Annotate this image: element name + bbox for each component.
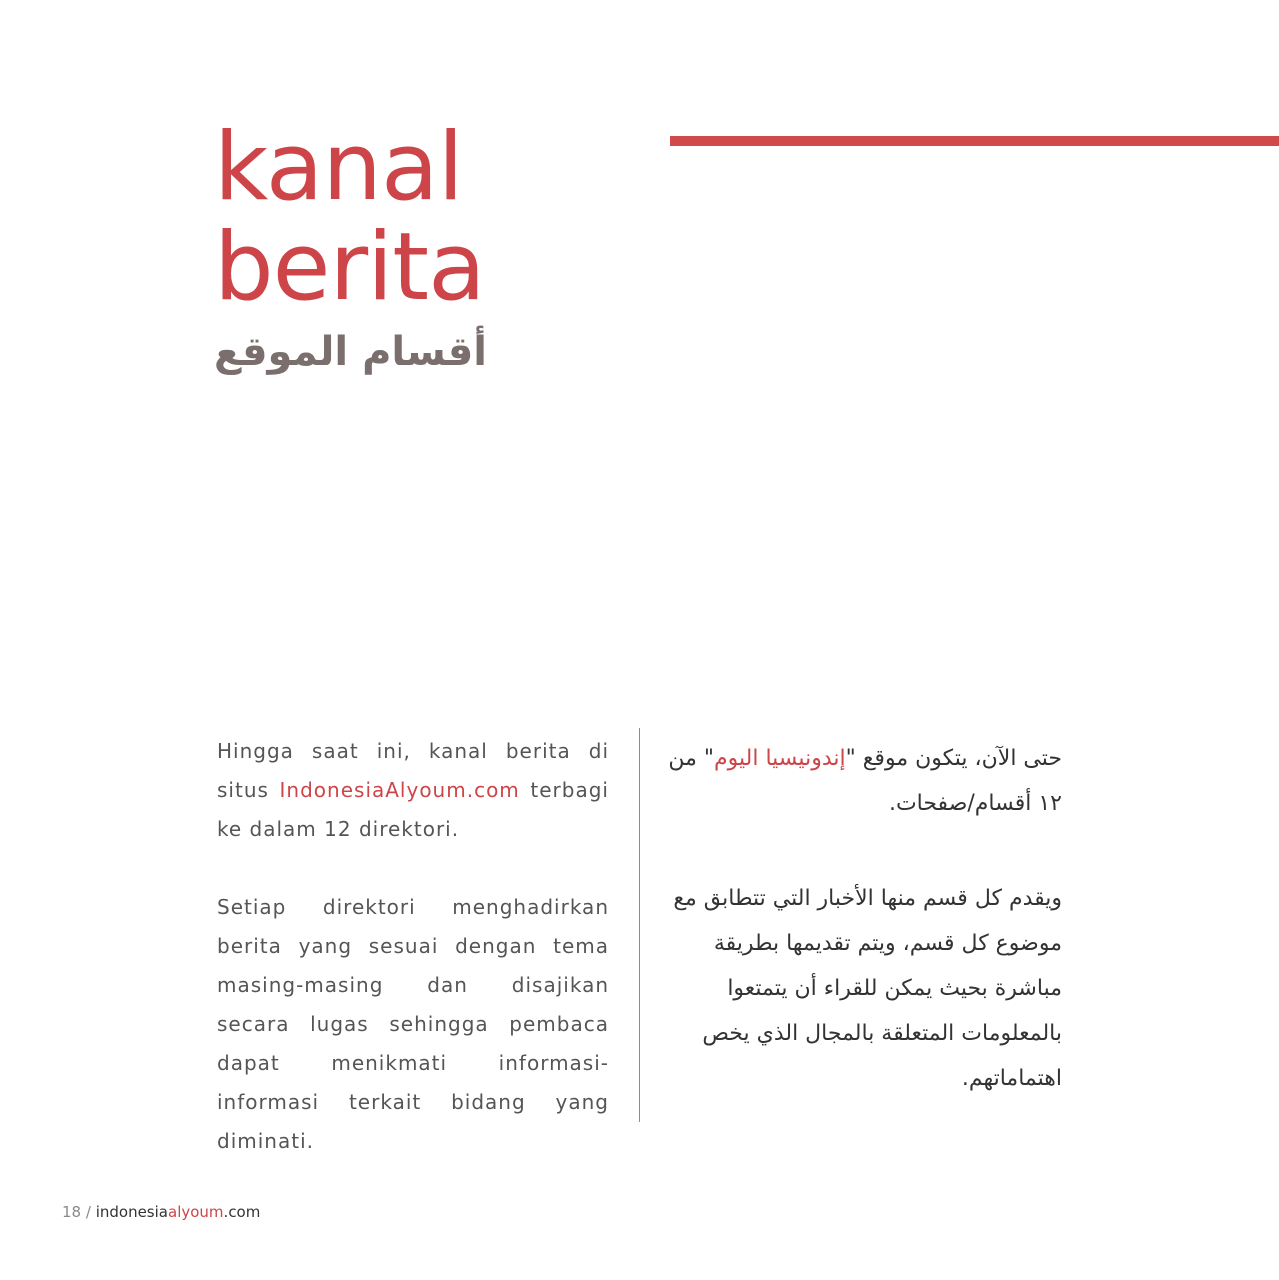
site-name-highlight: IndonesiaAlyoum.com bbox=[279, 778, 520, 802]
brand-part-3: .com bbox=[223, 1203, 261, 1221]
title-line-2: berita bbox=[214, 213, 485, 322]
footer-brand bbox=[96, 1203, 261, 1221]
brand-part-2: alyoum bbox=[168, 1203, 224, 1221]
arabic-paragraph-1 bbox=[668, 736, 1062, 826]
top-accent-rule bbox=[670, 136, 1279, 146]
arabic-paragraph-2: ويقدم كل قسم منها الأخبار التي تتطابق مع موضوع كل قسم، ويتم تقديمها بطريقة مباشرة بحيث يمكن للقراء أن يتمتعوا بالمعلومات المتعلقة بالمجال الذي يخص اهتماماتهم. bbox=[673, 886, 1062, 1091]
brand-part-1: indonesia bbox=[95, 1203, 168, 1221]
arabic-text-column bbox=[668, 736, 1062, 1151]
ar-p1-text-after: " من ١٢ أقسام/صفحات. bbox=[668, 746, 1062, 816]
page-footer bbox=[62, 1201, 260, 1223]
page-title bbox=[214, 113, 485, 322]
arabic-subtitle: أقسام الموقع bbox=[214, 329, 488, 375]
ar-site-name-highlight: إندونيسيا اليوم bbox=[714, 746, 846, 771]
p1-text-after: terbagi ke dalam 12 direktori. bbox=[217, 778, 609, 841]
ar-p1-text-before: حتى الآن، يتكون موقع " bbox=[845, 746, 1062, 771]
p1-text-before: Hingga saat ini, kanal berita di situs bbox=[217, 739, 609, 802]
column-divider bbox=[639, 728, 640, 1122]
indonesian-paragraph-2: Setiap direktori menghadirkan berita yang sesuai dengan tema masing-masing dan disajikan secara lugas sehingga pembaca dapat menikmati informasi-informasi terkait bidang yang diminati. bbox=[217, 895, 609, 1153]
indonesian-paragraph-1 bbox=[217, 732, 609, 849]
page-number: 18 / bbox=[62, 1203, 91, 1221]
title-line-1: kanal bbox=[214, 113, 463, 222]
indonesian-text-column bbox=[217, 732, 609, 1200]
